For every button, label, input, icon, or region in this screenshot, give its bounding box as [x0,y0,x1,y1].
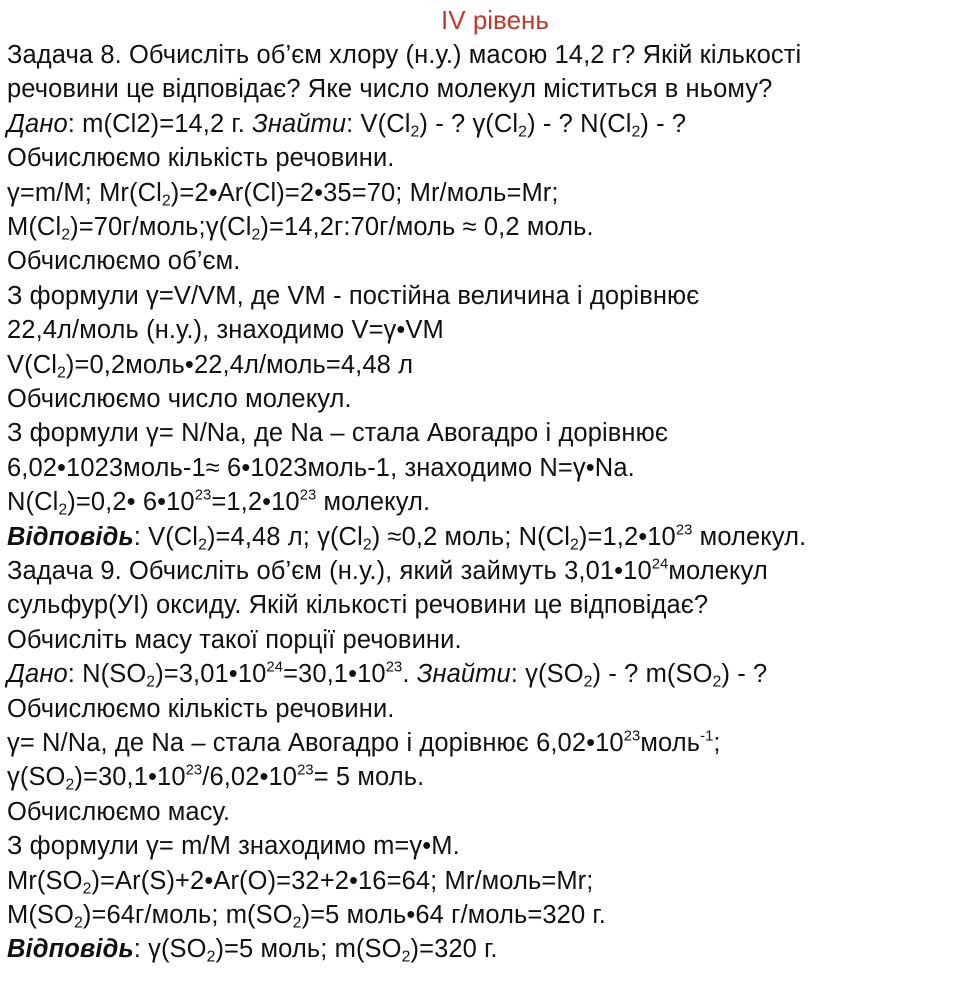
subscript: 2 [292,914,302,932]
text-segment: З формули γ= m/M знаходимо m=γ•M. [7,832,460,861]
text-segment: ) - ? γ(Cl [419,109,519,138]
text-segment: Обчислюємо кількість речовини. [7,694,395,723]
text-segment: : γ(SO [133,935,207,964]
superscript: -1 [700,728,714,745]
subscript: 2 [712,673,722,691]
text-line [7,554,768,588]
subscript: 2 [61,226,71,244]
text-line [7,864,593,898]
text-line [7,72,772,106]
superscript: 23 [194,487,212,504]
text-segment: речовини це відповідає? Яке число молекул міститься в ньому? [7,75,773,104]
text-segment: молекул. [692,522,807,551]
subscript: 2 [518,123,528,141]
text-segment: γ(SO [7,763,66,792]
text-line [7,623,462,657]
subscript: 2 [206,948,216,966]
text-segment: Mr(SO [7,866,83,895]
text-line [7,348,413,382]
superscript: 23 [299,487,317,504]
text-segment: )=1,2•10 [578,522,676,551]
text-line [7,760,424,794]
text-segment: )=0,2• 6•10 [67,488,195,517]
text-segment: ) - ? [721,660,768,689]
text-segment: : V(Cl [346,109,411,138]
subscript: 2 [410,123,420,141]
text-segment: Обчислюємо масу. [7,797,231,826]
text-segment: сульфур(УІ) оксиду. Якій кількості речовини це відповідає? [7,591,709,620]
text-line [7,657,767,691]
text-segment: молекул. [316,488,431,517]
text-line [7,107,686,141]
text-segment: . [402,660,417,689]
subscript: 2 [56,364,66,382]
text-segment: : N(SO [67,660,147,689]
subscript: 2 [362,536,372,554]
subscript: 2 [161,192,171,210]
text-line [7,416,668,450]
subscript: 2 [198,536,207,554]
text-segment: молекул [668,557,768,585]
text-segment: 22,4л/моль (н.у.), знаходимо V=γ•VM [7,316,444,345]
text-line [7,313,444,347]
text-line [7,932,498,966]
subscript: 2 [65,776,75,794]
text-segment: )=5 моль•64 г/моль=320 г. [301,901,606,929]
text-line [7,726,721,760]
text-segment: : γ(SO [510,660,584,689]
text-segment: ) - ? N(Cl [527,109,632,138]
text-segment: Задача 9. Обчисліть об’єм (н.у.), який займуть 3,01•10 [7,557,652,585]
text-line [7,176,559,210]
subscript: 2 [631,123,641,141]
italic-label: Дано [7,660,68,689]
subscript: 2 [73,914,83,932]
text-segment: =30,1•10 [283,660,386,689]
text-segment: )=2•Ar(Cl)=2•35=70; Mr/моль=Mr; [170,178,559,207]
text-segment: Задача 8. Обчисліть об’єм хлору (н.у.) масою 14,2 г? Якій кількості [7,41,802,69]
subscript: 2 [583,673,593,691]
text-line [7,279,699,313]
superscript: 23 [385,659,403,676]
text-line [7,382,352,416]
text-segment: /6,02•10 [202,763,298,792]
superscript: 24 [266,659,284,676]
text-line [7,141,394,175]
text-segment: M(Cl [7,213,62,241]
text-line [7,210,594,244]
text-segment: : m(Cl2)=14,2 г. [67,109,253,138]
text-segment: Обчислюємо кількість речовини. [7,144,395,173]
text-segment: )=14,2г:70г/моль ≈ 0,2 моль. [260,213,594,241]
text-segment: ) ≈0,2 моль; N(Cl [371,522,571,551]
text-segment: )=4,48 л; γ(Cl [206,522,363,551]
text-segment: )=5 моль; m(SO [215,935,402,964]
text-line [7,485,430,519]
subscript: 2 [82,880,92,898]
text-segment: )=Ar(S)+2•Ar(O)=32+2•16=64; Mr/моль=Mr; [91,866,594,895]
section-heading: IV рівень [441,5,549,35]
text-segment: моль [640,729,701,757]
superscript: 23 [297,763,314,780]
subscript: 2 [58,501,68,519]
text-segment: )=3,01•10 [155,660,267,689]
text-segment: Обчисліть масу такої порції речовини. [7,625,462,654]
text-line [7,795,230,829]
text-segment: 6,02•1023моль-1≈ 6•1023моль-1, знаходимо N=γ•Na. [7,453,635,482]
text-segment: ) - ? [640,109,687,138]
text-segment: γ=m/M; Mr(Cl [7,178,162,207]
text-line [7,898,606,932]
text-segment: Обчислюємо число молекул. [7,385,352,413]
subscript: 2 [251,226,261,244]
text-segment: = 5 моль. [313,763,425,792]
superscript: 23 [185,763,203,780]
text-line [7,244,240,278]
text-segment: M(SO [7,901,74,929]
answer-label: Відповідь [7,935,134,964]
text-line [7,520,806,554]
text-segment: )=320 г. [410,935,498,964]
text-segment: )=70г/моль;γ(Cl [70,213,252,241]
text-segment: γ= N/Na, де Na – стала Авогадро і дорівнює 6,02•10 [7,729,624,757]
superscript: 24 [651,556,669,573]
text-segment: )=0,2моль•22,4л/моль=4,48 л [65,350,414,379]
subscript: 2 [570,536,579,554]
superscript: 23 [623,728,641,745]
text-segment: ; [713,729,721,757]
text-segment: V(Cl [7,350,57,379]
text-segment: ) - ? m(SO [592,660,713,689]
subscript: 2 [401,948,411,966]
text-segment: Обчислюємо об’єм. [7,247,241,276]
text-segment: )=30,1•10 [74,763,186,792]
text-line [7,451,635,485]
text-line [7,588,708,622]
text-segment: =1,2•10 [211,488,300,517]
text-line [7,38,801,72]
italic-label: Знайти [252,109,347,138]
superscript: 23 [675,522,693,539]
text-segment: N(Cl [7,488,59,517]
text-line [7,829,460,863]
text-segment: : V(Cl [133,522,199,551]
text-segment: З формули γ=V/VM, де VM - постійна величина і дорівнює [7,281,700,310]
italic-label: Знайти [416,660,511,689]
italic-label: Дано [7,109,68,138]
text-line [7,692,394,726]
text-segment: )=64г/моль; m(SO [82,901,293,929]
subscript: 2 [146,673,156,691]
answer-label: Відповідь [7,522,134,551]
text-segment: З формули γ= N/Na, де Na – стала Авогадро і дорівнює [7,419,668,448]
